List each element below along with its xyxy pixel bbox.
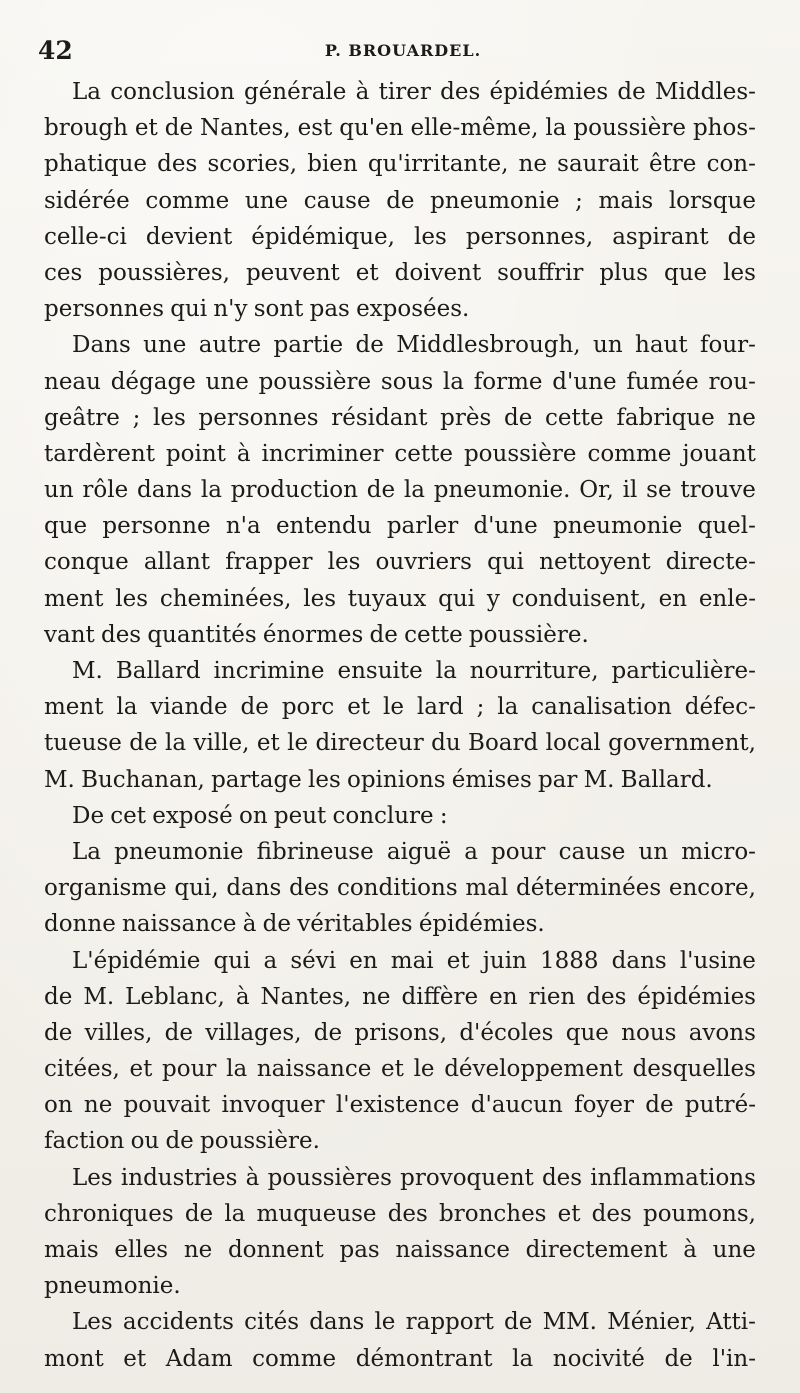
text-line: de M. Leblanc, à Nantes, ne diffère en rien des épidémies <box>44 983 756 1010</box>
body-text <box>44 74 756 1377</box>
text-line: tueuse de la ville, et le directeur du Board local government, <box>44 730 756 757</box>
text-line: La conclusion générale à tirer des épidémies de Middles- <box>72 79 756 105</box>
paragraph <box>44 798 756 834</box>
text-line: La pneumonie fibrineuse aiguë a pour cause un micro- <box>72 838 756 865</box>
page-header <box>38 36 768 70</box>
text-line: on ne pouvait invoquer l'existence d'aucun foyer de putré- <box>44 1092 756 1119</box>
text-line: Dans une autre partie de Middlesbrough, un haut four- <box>72 332 756 359</box>
text-line: personnes qui n'y sont pas exposées. <box>44 296 470 323</box>
text-line: brough et de Nantes, est qu'en elle-même, la poussière phos- <box>44 115 756 142</box>
paragraph <box>44 943 756 1160</box>
running-head: P. BROUARDEL. <box>324 41 482 60</box>
text-line: phatique des scories, bien qu'irritante, ne saurait être con- <box>44 151 756 178</box>
text-line: celle-ci devient épidémique, les personnes, aspirant de <box>44 223 756 250</box>
text-line: vant des quantités énormes de cette poussière. <box>44 621 589 648</box>
text-line: neau dégage une poussière sous la forme d'une fumée rou- <box>44 368 756 395</box>
paragraph <box>44 1160 756 1305</box>
text-line: M. Buchanan, partage les opinions émises par M. Ballard. <box>44 766 713 793</box>
text-line: mont et Adam comme démontrant la nocivité de l'in- <box>44 1345 756 1372</box>
text-line: sidérée comme une cause de pneumonie ; mais lorsque <box>44 187 756 214</box>
text-line: tardèrent point à incriminer cette poussière comme jouant <box>44 440 756 467</box>
text-line: Les industries à poussières provoquent des inflammations <box>72 1164 756 1191</box>
text-line: L'épidémie qui a sévi en mai et juin 1888 dans l'usine <box>72 947 756 974</box>
paragraph <box>44 834 756 943</box>
text-line: ment la viande de porc et le lard ; la canalisation défec- <box>44 694 756 721</box>
text-line: un rôle dans la production de la pneumonie. Or, il se trouve <box>44 477 756 504</box>
text-line: ment les cheminées, les tuyaux qui y conduisent, en enle- <box>44 585 756 612</box>
text-line: geâtre ; les personnes résidant près de cette fabrique ne <box>44 404 756 431</box>
text-line: donne naissance à de véritables épidémies. <box>44 911 545 938</box>
paragraph <box>44 653 756 798</box>
text-line: ces poussières, peuvent et doivent souffrir plus que les <box>44 259 756 286</box>
text-line: mais elles ne donnent pas naissance directement à une <box>44 1237 756 1263</box>
text-line: citées, et pour la naissance et le développement desquelles <box>44 1056 756 1083</box>
paragraph <box>44 74 756 327</box>
text-line: chroniques de la muqueuse des bronches et des poumons, <box>44 1200 756 1227</box>
paragraph <box>44 1304 756 1376</box>
text-line: pneumonie. <box>44 1273 181 1300</box>
text-line: de villes, de villages, de prisons, d'écoles que nous avons <box>44 1019 756 1046</box>
text-line: que personne n'a entendu parler d'une pneumonie quel- <box>44 513 756 540</box>
text-line: Les accidents cités dans le rapport de MM. Ménier, Atti- <box>72 1309 756 1336</box>
page-number: 42 <box>38 36 73 65</box>
text-line: De cet exposé on peut conclure : <box>72 802 448 829</box>
text-line: M. Ballard incrimine ensuite la nourriture, particulière- <box>72 658 756 684</box>
text-line: faction ou de poussière. <box>44 1128 320 1155</box>
text-line: conque allant frapper les ouvriers qui nettoyent directe- <box>44 549 756 576</box>
paragraph <box>44 327 756 653</box>
text-line: organisme qui, dans des conditions mal déterminées encore, <box>44 875 756 902</box>
